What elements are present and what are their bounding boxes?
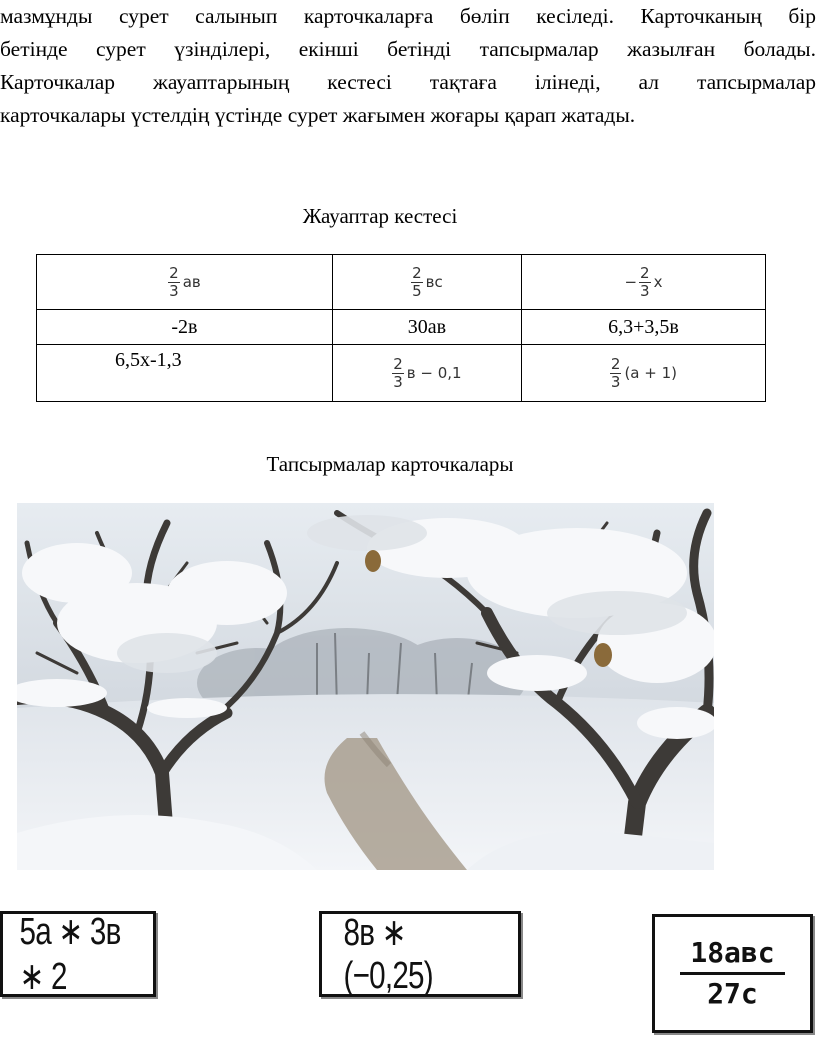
task-card <box>0 911 156 997</box>
fraction-numerator: 2 <box>412 263 422 282</box>
intro-line: бетінде сурет үзінділері, екінші бетінді тапсырмалар жазылған болады. <box>0 37 816 61</box>
answers-table <box>36 254 766 402</box>
fraction-variable: ав <box>182 273 201 291</box>
table-row <box>37 310 766 345</box>
fraction-variable: в − 0,1 <box>406 364 462 382</box>
fraction-numerator: 2 <box>640 263 650 282</box>
intro-paragraph <box>0 0 816 132</box>
table-cell <box>521 345 765 402</box>
fraction <box>639 265 651 300</box>
table-cell <box>521 255 765 310</box>
winter-orchard-photo <box>17 503 714 870</box>
fraction-numerator: 18авс <box>680 936 784 975</box>
fraction <box>392 356 404 391</box>
cards-heading: Тапсырмалар карточкалары <box>266 452 514 476</box>
fraction <box>610 356 622 391</box>
fraction <box>411 265 423 300</box>
fraction-numerator: 2 <box>169 263 179 282</box>
fraction-numerator: 2 <box>610 354 621 373</box>
fraction-denominator: 3 <box>393 372 403 391</box>
fraction-numerator: 2 <box>393 354 403 373</box>
task-expression: 8в ∗ (−0,25) <box>343 912 433 997</box>
task-fraction <box>655 917 810 1030</box>
fraction-denominator: 3 <box>169 281 179 300</box>
table-cell <box>37 255 333 310</box>
table-cell <box>332 345 521 402</box>
fraction-denominator: 27с <box>707 977 758 1010</box>
fraction-variable: х <box>653 273 663 291</box>
table-cell: 6,3+3,5в <box>521 310 765 345</box>
table-cell: -2в <box>37 310 333 345</box>
fraction-variable: вс <box>425 273 443 291</box>
fraction <box>168 265 180 300</box>
intro-line: Карточкалар жауаптарының кестесі тақтаға ілінеді, ал тапсырмалар <box>0 70 816 94</box>
fraction-variable: (а + 1) <box>624 364 677 382</box>
fraction-denominator: 3 <box>610 372 621 391</box>
table-row <box>37 345 766 402</box>
task-card <box>652 914 813 1033</box>
task-card <box>319 911 521 997</box>
answers-heading: Жауаптар кестесі <box>302 204 458 228</box>
task-expression: 5а ∗ 3в ∗ 2 <box>19 911 121 998</box>
table-cell <box>332 255 521 310</box>
table-cell: 30ав <box>332 310 521 345</box>
fraction-denominator: 3 <box>640 281 650 300</box>
fraction-denominator: 5 <box>412 281 422 300</box>
table-cell: 6,5х-1,3 <box>37 345 333 402</box>
intro-line: мазмұнды сурет салынып карточкаларға бөліп кесіледі. Карточканың бір <box>0 4 816 28</box>
intro-line: карточкалары үстелдің үстінде сурет жағымен жоғары қарап жатады. <box>0 103 636 127</box>
table-row <box>37 255 766 310</box>
minus-sign: − <box>624 273 638 291</box>
